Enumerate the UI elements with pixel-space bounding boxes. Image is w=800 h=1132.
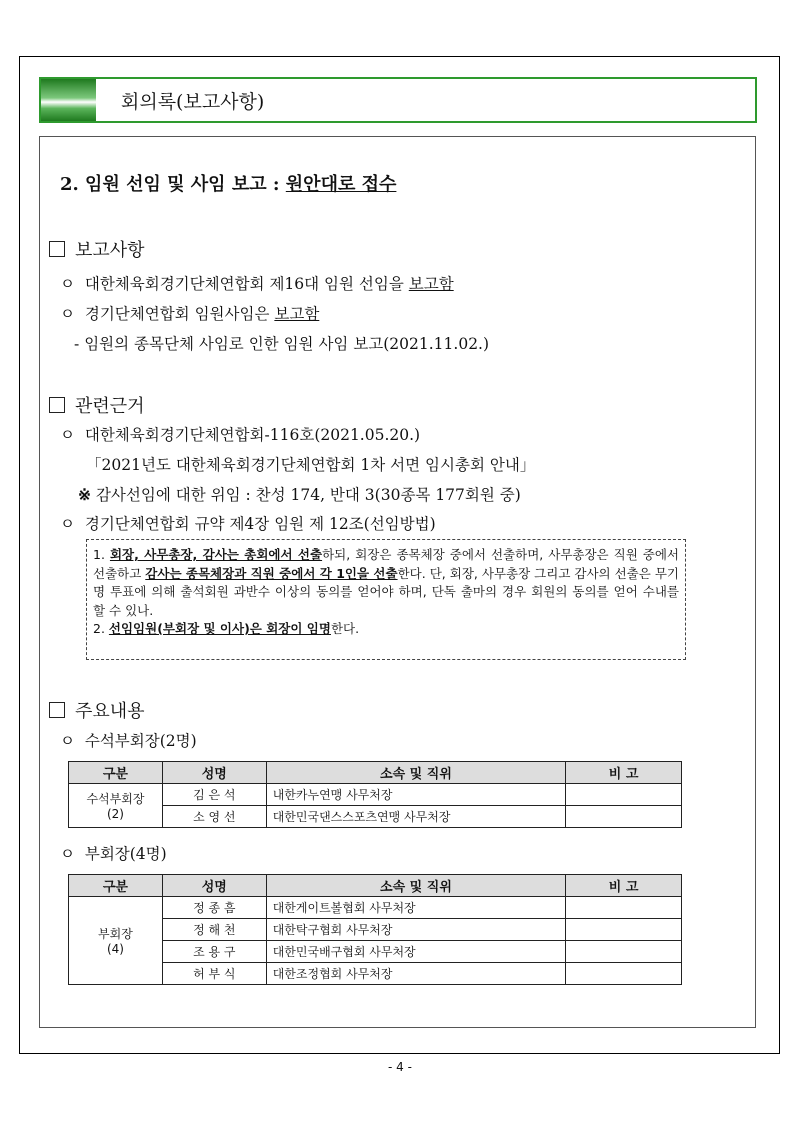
affiliation-cell: 대한민국배구협회 사무처장 [266,941,565,963]
basis-item-4-text: 경기단체연합회 규약 제4장 임원 제 12조(선임방법) [84,515,436,533]
basis-item-4 [60,512,436,534]
table-header-row [69,762,682,784]
affiliation-cell: 대한조정협회 사무처장 [266,963,565,985]
regulation-quote [86,539,686,660]
name-cell: 허 부 식 [162,963,266,985]
quote-text-3: 한다. [330,621,360,636]
agenda-prefix: 2. 임원 선임 및 사임 보고 : [60,174,286,195]
page-number: - 4 - [388,1060,412,1074]
checkbox-square-icon [49,702,65,718]
basis-item-1-text: 대한체육회경기단체연합회-116호(2021.05.20.) [84,426,421,444]
agenda-result: 원안대로 접수 [285,174,397,195]
note-cell [566,784,682,806]
col-note: 비 고 [566,762,682,784]
senior-label-text: 수석부회장(2명) [84,732,197,750]
affiliation-cell: 대한게이트볼협회 사무처장 [266,897,565,919]
table-header-row [69,875,682,897]
senior-label [60,729,197,751]
group-count: (2) [106,807,124,821]
quote-text-1: 하되, 회장은 종목체장 중에서 선출하며, 사무총장은 직원 중에서 선출하고 [93,547,680,581]
bullet: ㅇ [60,515,75,533]
section-main [49,697,145,723]
report-item-1-underline: 보고함 [408,275,454,293]
report-item-3-text: 임원의 종목단체 사임로 인한 임원 사임 보고(2021.11.02.) [84,335,490,353]
quote-num-2: 2. [93,621,109,636]
agenda-heading [60,170,396,196]
bullet: ㅇ [60,426,75,444]
quote-paragraph-1 [93,546,679,620]
header-color-swatch [41,79,96,121]
col-note: 비 고 [566,875,682,897]
header-title: 회의록(보고사항) [121,91,265,113]
section-basis-title: 관련근거 [75,396,145,417]
note-cell [566,941,682,963]
note-cell [566,919,682,941]
quote-emph-2: 감사는 종목체장과 직원 중에서 각 1인을 선출 [145,565,398,581]
quote-num-1: 1. [93,547,110,562]
col-affiliation: 소속 및 직위 [266,762,565,784]
col-category: 구분 [69,875,163,897]
basis-item-1 [60,423,420,445]
report-item-3 [74,332,489,354]
checkbox-square-icon [49,397,65,413]
group-label: 수석부회장 [86,792,145,806]
bullet: ㅇ [60,275,75,293]
section-report [49,236,145,262]
group-count: (4) [106,942,124,956]
basis-item-3 [78,483,521,505]
report-item-1 [60,272,454,294]
report-item-1-text: 대한체육회경기단체연합회 제16대 임원 선임을 [84,275,409,293]
vice-label-text: 부회장(4명) [84,845,167,863]
name-cell: 정 해 천 [162,919,266,941]
vice-table [68,874,682,985]
col-name: 성명 [162,875,266,897]
vice-label [60,842,167,864]
name-cell: 조 용 구 [162,941,266,963]
section-header [39,77,757,123]
note-cell [566,897,682,919]
name-cell: 김 은 석 [162,784,266,806]
section-report-title: 보고사항 [75,240,145,261]
quote-emph-1: 회장, 사무총장, 감사는 총회에서 선출 [109,547,323,562]
quote-paragraph-2 [93,620,679,639]
col-affiliation: 소속 및 직위 [266,875,565,897]
basis-item-2-text: 「2021년도 대한체육회경기단체연합회 1차 서면 임시총회 안내」 [86,456,536,474]
group-cell [69,897,163,985]
col-name: 성명 [162,762,266,784]
quote-emph-3: 선임임원(부회장 및 이사)은 회장이 임명 [108,621,331,636]
report-item-2-text: 경기단체연합회 임원사임은 [84,305,275,323]
bullet: ㅇ [60,732,75,750]
table-row [69,784,682,806]
basis-item-3-text: 감사선임에 대한 위임 : 찬성 174, 반대 3(30종목 177회원 중) [95,486,521,504]
note-mark: ※ [78,485,91,504]
report-item-2-underline: 보고함 [274,305,320,323]
name-cell: 정 종 흠 [162,897,266,919]
bullet: ㅇ [60,845,75,863]
report-item-2 [60,302,319,324]
basis-item-2 [86,453,535,475]
table-row [69,897,682,919]
section-basis [49,392,145,418]
col-category: 구분 [69,762,163,784]
group-label: 부회장 [98,927,133,941]
note-cell [566,806,682,828]
checkbox-square-icon [49,241,65,257]
group-cell [69,784,163,828]
affiliation-cell: 대한민국댄스스포츠연맹 사무처장 [266,806,565,828]
section-main-title: 주요내용 [75,701,145,722]
senior-vice-table [68,761,682,828]
note-cell [566,963,682,985]
name-cell: 소 영 선 [162,806,266,828]
affiliation-cell: 내한카누연맹 사무처장 [266,784,565,806]
bullet: ㅇ [60,305,75,323]
quote-text-2: 한다. 단, 회장, 사무총장 그리고 감사의 선출은 무기명 투표에 의해 출석회원 과반수 이상의 동의를 얻어야 하며, 단독 출마의 경우 회원의 동의를 얻어 수내를 할 수 있나. [93,565,679,618]
affiliation-cell: 대한탁구협회 사무처장 [266,919,565,941]
dash: - [74,335,80,353]
